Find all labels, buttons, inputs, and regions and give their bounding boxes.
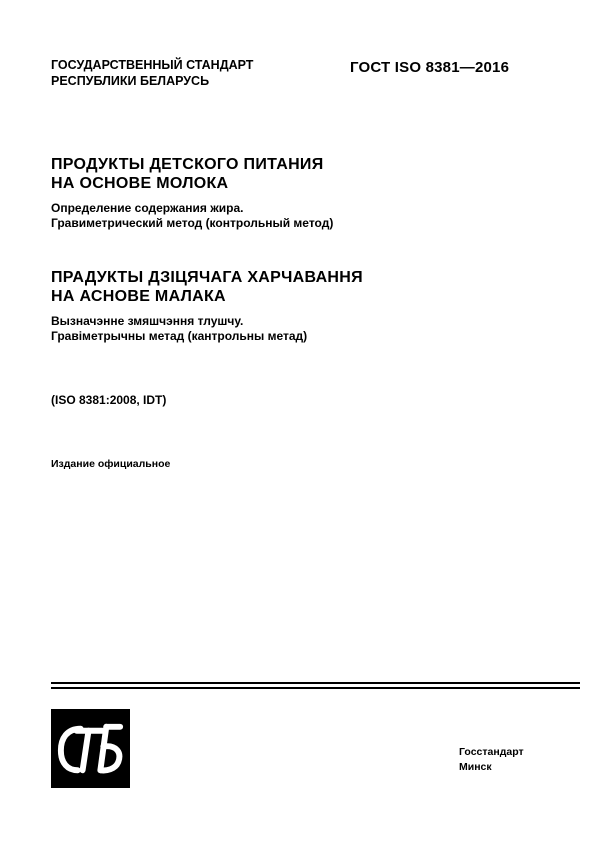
title-russian	[51, 155, 324, 193]
issuing-organization	[51, 57, 253, 89]
iso-reference: (ISO 8381:2008, IDT)	[51, 393, 167, 407]
standard-number: ГОСТ ISO 8381—2016	[350, 59, 510, 76]
divider-bottom	[51, 687, 580, 689]
subtitle-belarusian	[51, 314, 307, 344]
publisher-city: Минск	[459, 761, 492, 773]
gosstandart-logo-icon	[51, 709, 130, 788]
subtitle-by-line-2: Гравіметрычны метад (кантрольны метад)	[51, 329, 308, 343]
edition-note: Издание официальное	[51, 458, 171, 470]
publisher-name: Госстандарт	[459, 746, 524, 758]
title-ru-line-1: ПРОДУКТЫ ДЕТСКОГО ПИТАНИЯ	[51, 156, 324, 173]
publisher	[459, 745, 524, 775]
subtitle-ru-line-2: Гравиметрический метод (контрольный метод)	[51, 216, 334, 230]
title-by-line-1: ПРАДУКТЫ ДЗІЦЯЧАГА ХАРЧАВАННЯ	[51, 269, 363, 286]
subtitle-russian	[51, 201, 333, 231]
title-belarusian	[51, 268, 363, 306]
org-line-1: ГОСУДАРСТВЕННЫЙ СТАНДАРТ	[51, 58, 254, 72]
title-by-line-2: НА АСНОВЕ МАЛАКА	[51, 288, 226, 305]
subtitle-ru-line-1: Определение содержания жира.	[51, 201, 244, 215]
title-ru-line-2: НА ОСНОВЕ МОЛОКА	[51, 175, 229, 192]
org-line-2: РЕСПУБЛИКИ БЕЛАРУСЬ	[51, 74, 210, 88]
divider-top	[51, 682, 580, 684]
subtitle-by-line-1: Вызначэнне змяшчэння тлушчу.	[51, 314, 244, 328]
